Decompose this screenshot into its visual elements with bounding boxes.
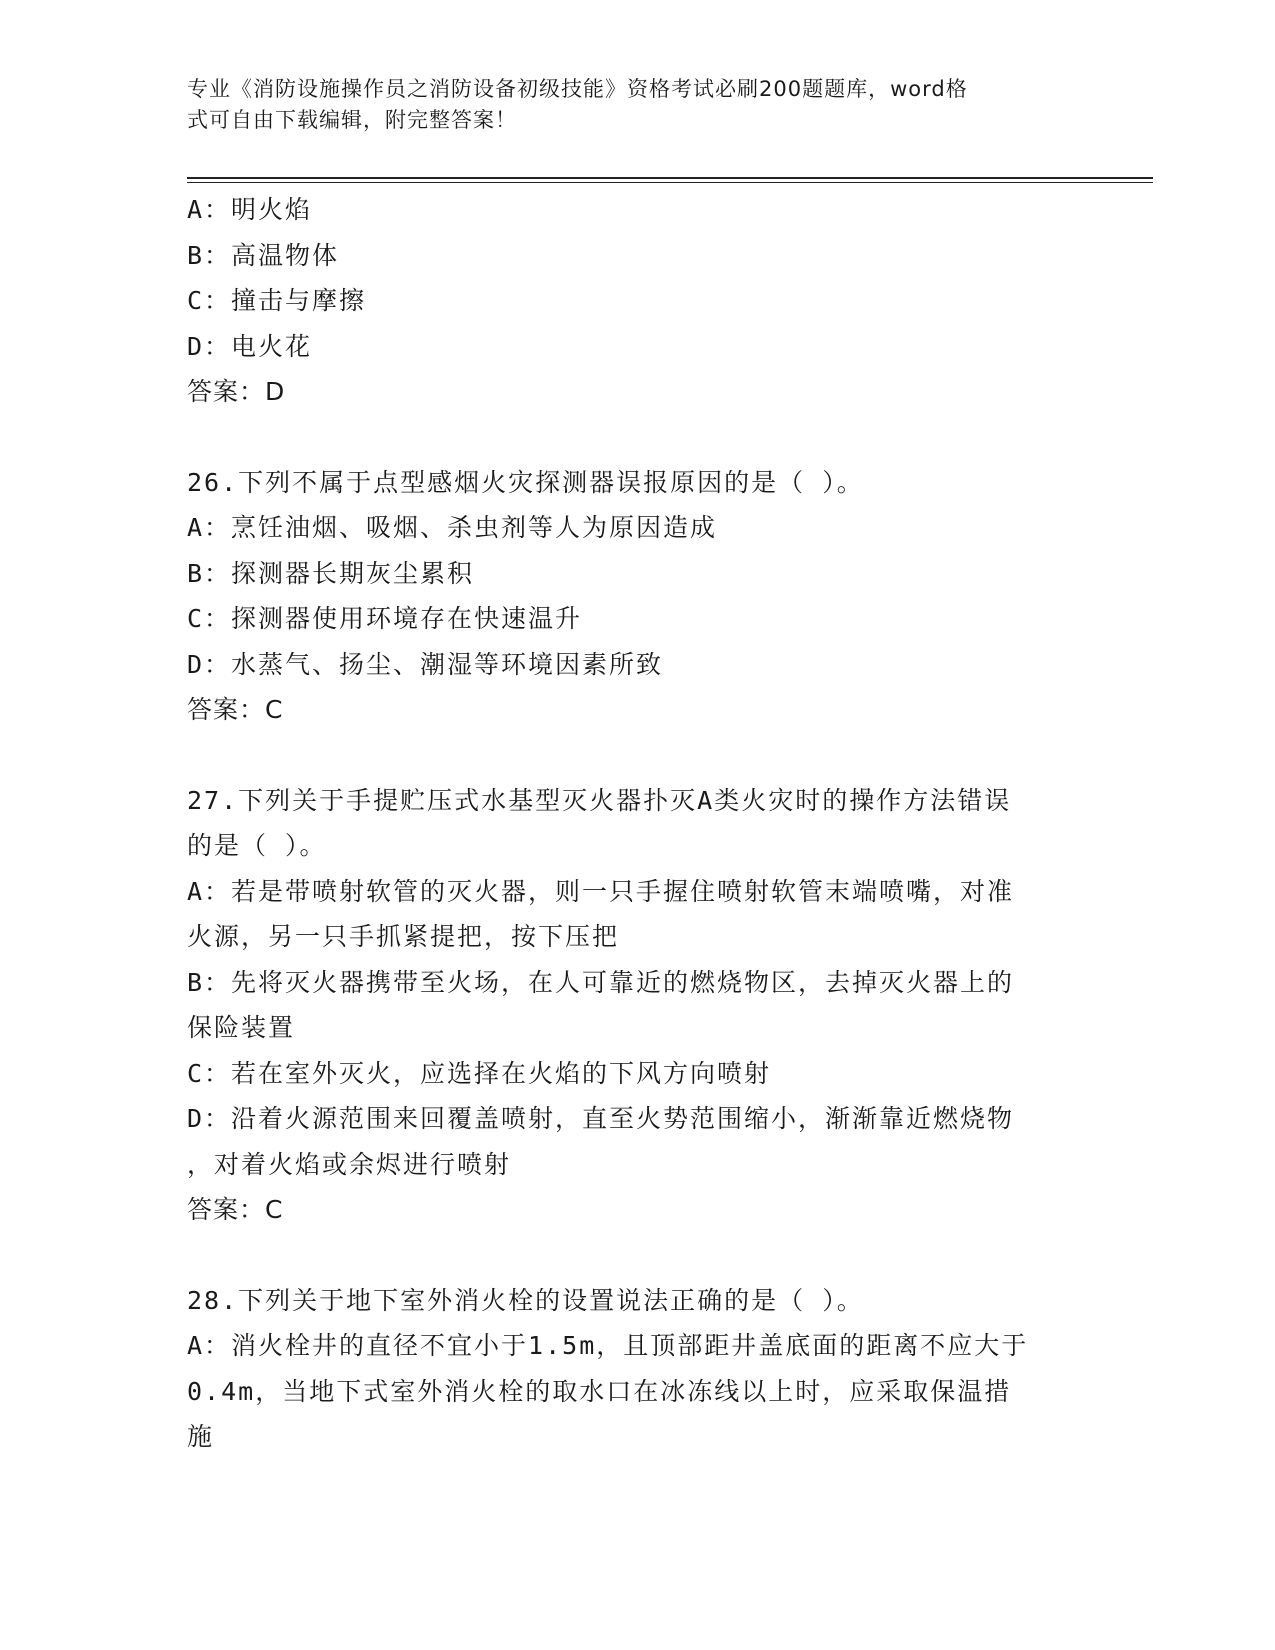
answer: 答案：C <box>187 695 284 724</box>
question-stem: 26.下列不属于点型感烟火灾探测器误报原因的是（ ）。 <box>187 467 864 497</box>
option-d: D：电火花 <box>187 331 313 361</box>
header-divider-thick <box>187 177 1153 179</box>
option-c: C：若在室外灭火，应选择在火焰的下风方向喷射 <box>187 1058 772 1088</box>
option-a: A：明火焰 <box>187 195 313 224</box>
document-header <box>187 74 1067 136</box>
option-c: C：撞击与摩擦 <box>187 286 367 315</box>
option-d-line-2: ，对着火焰或余烬进行喷射 <box>187 1149 512 1179</box>
option-b-line-2: 保险装置 <box>187 1013 296 1042</box>
option-c: C：探测器使用环境存在快速温升 <box>187 604 583 633</box>
option-a-line-2: 火源，另一只手抓紧提把，按下压把 <box>187 922 620 951</box>
option-a-line-1: A：若是带喷射软管的灭火器，则一只手握住喷射软管末端喷嘴，对准 <box>187 876 1015 906</box>
question-stem-line-2: 的是（ ）。 <box>187 831 327 860</box>
option-d: D：水蒸气、扬尘、潮湿等环境因素所致 <box>187 649 664 679</box>
option-a: A：烹饪油烟、吸烟、杀虫剂等人为原因造成 <box>187 513 718 542</box>
question-stem: 28.下列关于地下室外消火栓的设置说法正确的是（ ）。 <box>187 1285 864 1315</box>
option-a-line-3: 施 <box>187 1422 215 1451</box>
question-25 <box>187 187 1087 415</box>
option-b: B：高温物体 <box>187 240 340 270</box>
question-27 <box>187 778 1087 1233</box>
question-26 <box>187 460 1087 733</box>
option-d-line-1: D：沿着火源范围来回覆盖喷射，直至火势范围缩小，渐渐靠近燃烧物 <box>187 1104 1015 1133</box>
option-b: B：探测器长期灰尘累积 <box>187 558 475 588</box>
option-a-line-1: A：消火栓井的直径不宜小于1.5m，且顶部距井盖底面的距离不应大于 <box>187 1331 1029 1360</box>
header-line-1: 专业《消防设施操作员之消防设备初级技能》资格考试必刷200题题库，word格 <box>187 77 968 101</box>
answer: 答案：C <box>187 1195 284 1224</box>
answer: 答案：D <box>187 377 286 406</box>
header-divider-thin <box>187 182 1153 183</box>
question-list <box>187 187 1087 1460</box>
option-a-line-2: 0.4m，当地下式室外消火栓的取水口在冰冻线以上时，应采取保温措 <box>187 1376 1012 1406</box>
header-line-2: 式可自由下载编辑，附完整答案！ <box>187 108 517 132</box>
question-28 <box>187 1278 1087 1460</box>
option-b-line-1: B：先将灭火器携带至火场，在人可靠近的燃烧物区，去掉灭火器上的 <box>187 967 1015 997</box>
question-stem-line-1: 27.下列关于手提贮压式水基型灭火器扑灭A类火灾时的操作方法错误 <box>187 785 1012 815</box>
